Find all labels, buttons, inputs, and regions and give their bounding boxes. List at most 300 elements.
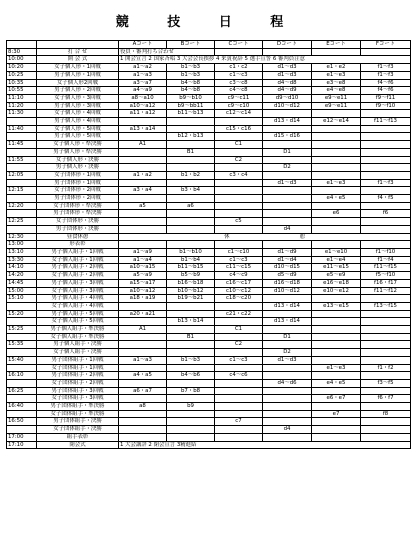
court-d-cell (263, 326, 312, 334)
time-cell: 10:00 (7, 56, 37, 64)
court-b-cell (167, 418, 215, 426)
court-b-cell: b16～b18 (167, 279, 215, 287)
court-f-cell (361, 372, 411, 380)
event-cell: 女子個人形・決勝 (37, 156, 119, 164)
event-cell: 女子団体組手・3回戦 (37, 395, 119, 403)
table-row (7, 71, 411, 79)
court-e-cell (312, 356, 361, 364)
court-d-cell (263, 187, 312, 195)
court-e-cell: e4・e5 (312, 379, 361, 387)
court-f-cell: f4・f5 (361, 195, 411, 203)
court-f-cell: f1～f3 (361, 71, 411, 79)
court-f-cell (361, 349, 411, 357)
court-a-cell (119, 179, 167, 187)
time-cell (7, 133, 37, 141)
event-cell: 男子団体形・準決勝 (37, 210, 119, 218)
court-e-cell (312, 241, 361, 249)
court-b-cell: B1 (167, 148, 215, 156)
court-b-cell: b9～b10 (167, 94, 215, 102)
court-e-cell (312, 48, 361, 56)
court-a-cell (119, 156, 167, 164)
court-a-cell (119, 333, 167, 341)
time-cell: 16:25 (7, 387, 37, 395)
court-c-cell: c4～c9 (215, 272, 263, 280)
court-d-cell: d4 (263, 225, 312, 233)
court-b-cell (167, 241, 215, 249)
time-cell (7, 179, 37, 187)
court-c-cell (215, 179, 263, 187)
court-f-cell (361, 218, 411, 226)
event-cell: 打 合 せ (37, 48, 119, 56)
table-row (7, 272, 411, 280)
court-d-cell (263, 341, 312, 349)
header-time (7, 41, 37, 49)
court-a-cell: a8 (119, 403, 167, 411)
court-f-cell (361, 171, 411, 179)
court-f-cell (361, 295, 411, 303)
time-cell (7, 364, 37, 372)
time-cell: 17:00 (7, 433, 37, 441)
event-cell: 女子団体組手・2回戦 (37, 379, 119, 387)
table-row (7, 256, 411, 264)
court-d-cell (263, 310, 312, 318)
event-cell: 女子個人形・1回戦 (37, 64, 119, 72)
header-court-e: Eコート (312, 41, 361, 49)
table-row (7, 56, 411, 64)
table-row (7, 64, 411, 72)
court-e-cell: e5～e9 (312, 272, 361, 280)
court-e-cell: e1～e3 (312, 364, 361, 372)
table-row (7, 233, 411, 241)
court-f-cell (361, 125, 411, 133)
court-d-cell (263, 410, 312, 418)
court-c-cell (215, 164, 263, 172)
court-a-cell (119, 164, 167, 172)
table-row (7, 372, 411, 380)
court-c-cell (215, 133, 263, 141)
court-c-cell (215, 433, 263, 441)
court-a-cell (119, 341, 167, 349)
court-a-cell: a20・a21 (119, 310, 167, 318)
table-row (7, 225, 411, 233)
event-cell: 男子団体形・決勝 (37, 225, 119, 233)
court-a-cell (119, 118, 167, 126)
court-a-cell: a1～a9 (119, 248, 167, 256)
event-cell: 女子個人組手・3回戦 (37, 287, 119, 295)
time-cell (7, 225, 37, 233)
table-row (7, 264, 411, 272)
court-b-cell: b4～b6 (167, 372, 215, 380)
court-a-cell (119, 410, 167, 418)
court-d-cell: d1～d3 (263, 179, 312, 187)
table-row (7, 87, 411, 95)
court-d-cell: d4～d9 (263, 87, 312, 95)
time-cell (7, 195, 37, 203)
court-a-cell (119, 418, 167, 426)
event-cell: 女子個人組手・4回戦 (37, 302, 119, 310)
court-d-cell: d4～d6 (263, 379, 312, 387)
court-e-cell (312, 349, 361, 357)
court-c-cell: c9～c11 (215, 94, 263, 102)
court-f-cell: f6 (361, 210, 411, 218)
court-d-cell (263, 295, 312, 303)
court-b-cell (167, 364, 215, 372)
court-a-cell: a1～a3 (119, 71, 167, 79)
court-c-cell: c12～c14 (215, 110, 263, 118)
table-row (7, 302, 411, 310)
time-cell: 13:30 (7, 256, 37, 264)
table-row (7, 202, 411, 210)
event-cell: 男子団体組手・1回戦 (37, 356, 119, 364)
court-f-cell (361, 310, 411, 318)
court-d-cell (263, 418, 312, 426)
court-c-cell: c3～c8 (215, 79, 263, 87)
court-c-cell (215, 410, 263, 418)
court-b-cell: b19～b21 (167, 295, 215, 303)
court-c-cell (215, 302, 263, 310)
table-row (7, 310, 411, 318)
court-c-cell: C1 (215, 326, 263, 334)
court-a-cell (119, 433, 167, 441)
court-f-cell: f1・f2 (361, 364, 411, 372)
court-f-cell: f3～f5 (361, 379, 411, 387)
time-cell: 10:20 (7, 64, 37, 72)
table-row (7, 403, 411, 411)
merged-cell: 休 憩 (119, 233, 411, 241)
event-cell: 男子団体組手・決勝 (37, 418, 119, 426)
court-e-cell (312, 225, 361, 233)
merged-cell: 1 大会講評 2 閉会宣言 3精進結 (119, 441, 411, 449)
event-cell: 女子団体形・準決勝 (37, 202, 119, 210)
court-b-cell: b10～b12 (167, 287, 215, 295)
court-c-cell: c7 (215, 418, 263, 426)
court-a-cell (119, 426, 167, 434)
court-d-cell: d1～d3 (263, 64, 312, 72)
court-d-cell: d16～d18 (263, 279, 312, 287)
court-e-cell: e1～e4 (312, 256, 361, 264)
court-a-cell (119, 218, 167, 226)
court-d-cell: D2 (263, 164, 312, 172)
header-court-b: Bコート (167, 41, 215, 49)
court-a-cell: a1・a2 (119, 171, 167, 179)
time-cell: 10:25 (7, 71, 37, 79)
event-cell: 女子団体形・2回戦 (37, 187, 119, 195)
court-c-cell (215, 118, 263, 126)
court-e-cell: e10～e12 (312, 287, 361, 295)
table-row (7, 241, 411, 249)
time-cell: 13:10 (7, 248, 37, 256)
court-b-cell: b4～b8 (167, 87, 215, 95)
event-cell: 形表彰 (37, 241, 119, 249)
court-c-cell (215, 364, 263, 372)
table-row (7, 210, 411, 218)
court-f-cell: f13～f15 (361, 302, 411, 310)
court-e-cell (312, 426, 361, 434)
court-f-cell: f11～f15 (361, 264, 411, 272)
table-row (7, 364, 411, 372)
court-f-cell (361, 433, 411, 441)
court-e-cell (312, 372, 361, 380)
court-b-cell (167, 349, 215, 357)
court-f-cell (361, 187, 411, 195)
court-b-cell: b13・b14 (167, 318, 215, 326)
court-c-cell (215, 48, 263, 56)
time-cell (7, 164, 37, 172)
event-cell: 男子個人組手・1回戦 (37, 248, 119, 256)
table-row (7, 94, 411, 102)
court-f-cell: f1～f3 (361, 64, 411, 72)
court-c-cell (215, 403, 263, 411)
court-f-cell: f4～f6 (361, 87, 411, 95)
court-c-cell (215, 318, 263, 326)
court-e-cell: e9～e11 (312, 94, 361, 102)
court-c-cell (215, 387, 263, 395)
court-f-cell: f1～f3 (361, 179, 411, 187)
court-e-cell (312, 148, 361, 156)
court-d-cell (263, 110, 312, 118)
time-cell (7, 410, 37, 418)
court-b-cell: b5～b9 (167, 272, 215, 280)
court-f-cell: f1～f4 (361, 256, 411, 264)
court-e-cell (312, 171, 361, 179)
court-a-cell (119, 302, 167, 310)
court-b-cell: b1・b2 (167, 171, 215, 179)
event-cell: 女子個人形・3回戦 (37, 94, 119, 102)
table-row (7, 125, 411, 133)
time-cell (7, 118, 37, 126)
time-cell: 11:40 (7, 125, 37, 133)
court-b-cell: b7・b8 (167, 387, 215, 395)
court-e-cell: e13～e15 (312, 302, 361, 310)
court-f-cell (361, 356, 411, 364)
header-court-a: Aコート (119, 41, 167, 49)
court-c-cell (215, 349, 263, 357)
time-cell: 11:20 (7, 102, 37, 110)
court-e-cell (312, 164, 361, 172)
court-b-cell: b1～b4 (167, 256, 215, 264)
court-f-cell (361, 387, 411, 395)
court-e-cell (312, 295, 361, 303)
table-row (7, 48, 411, 56)
court-c-cell (215, 379, 263, 387)
court-d-cell (263, 141, 312, 149)
event-cell: 昼食休憩 (37, 233, 119, 241)
time-cell: 12:25 (7, 218, 37, 226)
court-e-cell: e7 (312, 410, 361, 418)
table-row (7, 395, 411, 403)
court-f-cell (361, 341, 411, 349)
court-c-cell: c10～c12 (215, 287, 263, 295)
court-c-cell: c1～c3 (215, 71, 263, 79)
court-f-cell: f11～f13 (361, 118, 411, 126)
time-cell: 12:05 (7, 171, 37, 179)
court-b-cell (167, 341, 215, 349)
event-cell: 女子個人形2回戦 (37, 79, 119, 87)
event-cell: 女子団体形・1回戦 (37, 171, 119, 179)
court-b-cell: b3・b4 (167, 187, 215, 195)
table-row (7, 187, 411, 195)
event-cell: 女子個人形・5回戦 (37, 125, 119, 133)
court-e-cell: e1～e3 (312, 179, 361, 187)
table-row (7, 133, 411, 141)
court-a-cell: a4・a5 (119, 372, 167, 380)
court-f-cell (361, 318, 411, 326)
court-d-cell: d4 (263, 426, 312, 434)
court-a-cell: a5～a9 (119, 272, 167, 280)
court-a-cell: a10～a12 (119, 102, 167, 110)
time-cell: 12:30 (7, 233, 37, 241)
time-cell (7, 302, 37, 310)
court-e-cell: e1・e2 (312, 64, 361, 72)
event-cell: 男子個人形・5回戦 (37, 133, 119, 141)
court-e-cell: e6・e7 (312, 395, 361, 403)
court-e-cell (312, 187, 361, 195)
court-f-cell: f1～f10 (361, 248, 411, 256)
court-b-cell (167, 156, 215, 164)
court-b-cell (167, 141, 215, 149)
event-cell: 男子個人組手・4回戦 (37, 295, 119, 303)
event-cell: 女子団体組手・準決勝 (37, 410, 119, 418)
court-d-cell (263, 218, 312, 226)
court-a-cell (119, 225, 167, 233)
court-d-cell (263, 156, 312, 164)
time-cell: 11:30 (7, 110, 37, 118)
court-c-cell: c16～c17 (215, 279, 263, 287)
merged-cell: 1 開会宣言 2 国家斉唱 3 大会会長挨拶 4 来賓祝辞 5 選手宣誓 6 審判員注意 (119, 56, 411, 64)
court-d-cell: d9～d10 (263, 94, 312, 102)
court-c-cell: c3・c4 (215, 171, 263, 179)
time-cell: 11:55 (7, 156, 37, 164)
court-c-cell: C2 (215, 156, 263, 164)
court-e-cell: e12～e14 (312, 118, 361, 126)
time-cell: 14:10 (7, 264, 37, 272)
court-c-cell (215, 225, 263, 233)
court-c-cell: c18～c20 (215, 295, 263, 303)
court-f-cell (361, 403, 411, 411)
court-c-cell: c1・c2 (215, 64, 263, 72)
time-cell (7, 210, 37, 218)
court-d-cell: d10～d12 (263, 287, 312, 295)
court-e-cell: e16～e18 (312, 279, 361, 287)
table-row (7, 164, 411, 172)
court-a-cell (119, 241, 167, 249)
court-d-cell (263, 372, 312, 380)
court-e-cell (312, 403, 361, 411)
event-cell: 男子個人組手・5回戦 (37, 310, 119, 318)
court-f-cell (361, 225, 411, 233)
table-row (7, 79, 411, 87)
court-d-cell: d10～d12 (263, 102, 312, 110)
court-e-cell: e4～e8 (312, 87, 361, 95)
court-a-cell: a1～a4 (119, 256, 167, 264)
court-a-cell: A1 (119, 326, 167, 334)
court-e-cell (312, 156, 361, 164)
court-b-cell (167, 164, 215, 172)
time-cell: 11:10 (7, 94, 37, 102)
court-c-cell: c4～c8 (215, 87, 263, 95)
court-e-cell (312, 418, 361, 426)
time-cell: 17:10 (7, 441, 37, 449)
time-cell: 11:45 (7, 141, 37, 149)
court-b-cell (167, 225, 215, 233)
event-cell: 男子個人組手・2回戦 (37, 264, 119, 272)
table-row (7, 141, 411, 149)
court-b-cell (167, 395, 215, 403)
court-d-cell: d10～d15 (263, 264, 312, 272)
table-row (7, 333, 411, 341)
event-cell: 女子団体組手・1回戦 (37, 364, 119, 372)
court-c-cell: c15・c16 (215, 125, 263, 133)
table-row (7, 295, 411, 303)
event-cell: 男子個人形・4回戦 (37, 118, 119, 126)
court-a-cell: a6・a7 (119, 387, 167, 395)
court-d-cell (263, 48, 312, 56)
court-b-cell (167, 302, 215, 310)
table-row (7, 441, 411, 449)
time-cell: 16:10 (7, 372, 37, 380)
time-cell: 15:40 (7, 356, 37, 364)
court-b-cell: b12・b13 (167, 133, 215, 141)
table-row (7, 287, 411, 295)
event-cell: 男子団体形・1回戦 (37, 179, 119, 187)
court-d-cell: D2 (263, 349, 312, 357)
court-e-cell (312, 110, 361, 118)
event-cell: 男子個人組手・3回戦 (37, 279, 119, 287)
table-row (7, 279, 411, 287)
event-cell: 女子個人組手・決勝 (37, 349, 119, 357)
court-d-cell (263, 433, 312, 441)
time-cell (7, 379, 37, 387)
court-d-cell: d1～d4 (263, 256, 312, 264)
court-c-cell: c11～c15 (215, 264, 263, 272)
court-b-cell: b9 (167, 403, 215, 411)
event-cell: 男子個人形・準決勝 (37, 148, 119, 156)
table-row (7, 433, 411, 441)
event-cell: 女子団体組手・決勝 (37, 426, 119, 434)
event-cell: 男子個人組手・決勝 (37, 341, 119, 349)
court-a-cell (119, 318, 167, 326)
court-d-cell (263, 387, 312, 395)
court-e-cell (312, 333, 361, 341)
court-d-cell (263, 195, 312, 203)
court-e-cell: e9～e11 (312, 102, 361, 110)
court-b-cell (167, 379, 215, 387)
schedule-table (6, 40, 411, 449)
time-cell (7, 349, 37, 357)
court-e-cell: e3～e8 (312, 79, 361, 87)
court-f-cell (361, 326, 411, 334)
time-cell: 13:00 (7, 241, 37, 249)
table-row (7, 349, 411, 357)
court-f-cell (361, 418, 411, 426)
table-row (7, 356, 411, 364)
court-b-cell: b11～b13 (167, 110, 215, 118)
court-b-cell: a6 (167, 202, 215, 210)
court-c-cell: C2 (215, 341, 263, 349)
table-row (7, 148, 411, 156)
court-f-cell: f8 (361, 410, 411, 418)
court-d-cell: d1～d3 (263, 356, 312, 364)
court-d-cell (263, 202, 312, 210)
event-cell: 男子個人組手・準決勝 (37, 326, 119, 334)
court-e-cell (312, 341, 361, 349)
header-court-d: Dコート (263, 41, 312, 49)
court-c-cell: C1 (215, 141, 263, 149)
time-cell: 10:55 (7, 87, 37, 95)
court-a-cell (119, 395, 167, 403)
header-court-f: Fコート (361, 41, 411, 49)
table-row (7, 418, 411, 426)
